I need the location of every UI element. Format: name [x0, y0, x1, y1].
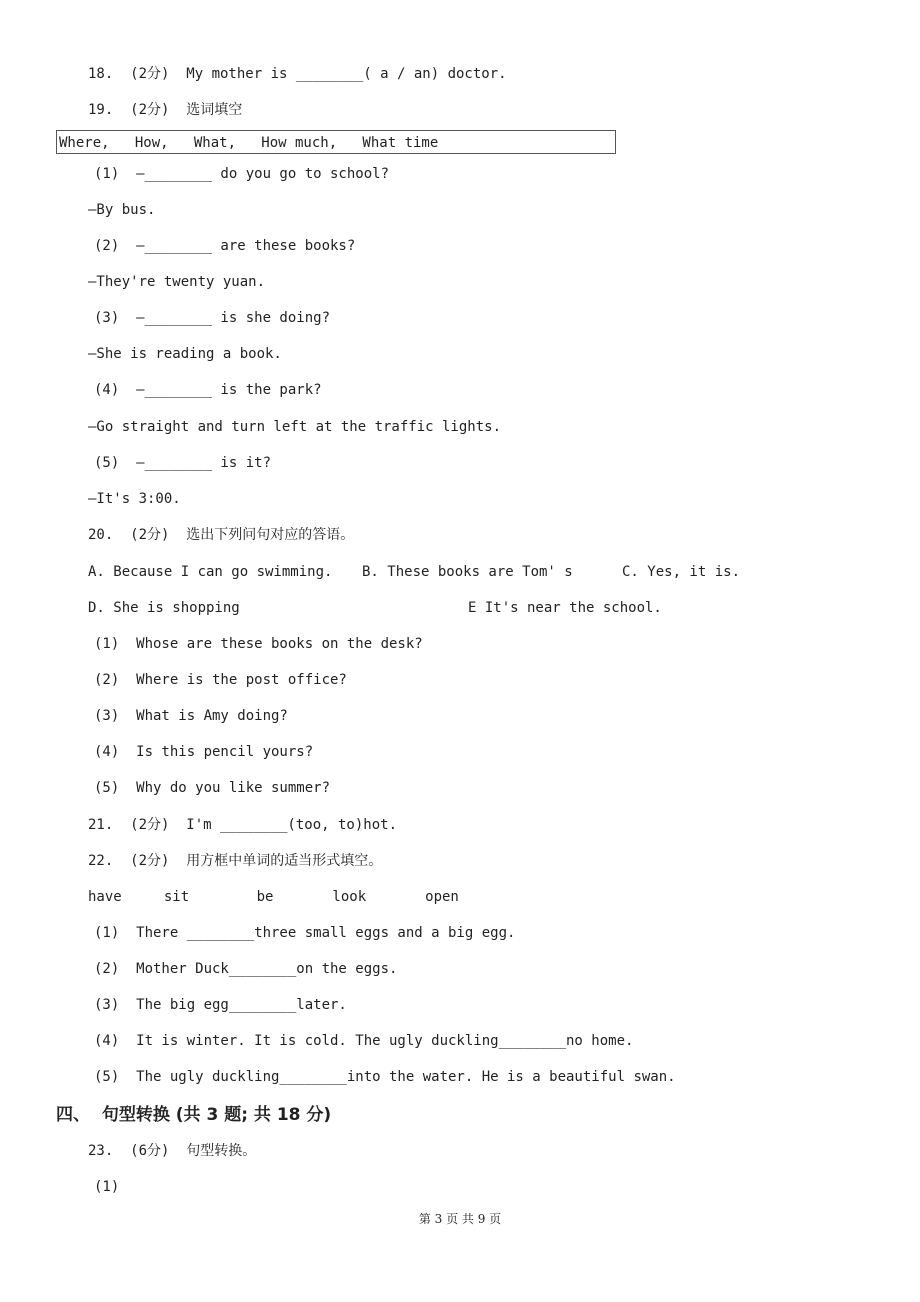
question-20-title: 20. (2分) 选出下列问句对应的答语。 — [88, 527, 355, 543]
q20-item-4: (4) Is this pencil yours? — [94, 744, 314, 760]
q23-item-1: (1) — [94, 1179, 120, 1195]
q20-option-e: E It's near the school. — [468, 600, 662, 616]
q20-item-3: (3) What is Amy doing? — [94, 708, 288, 724]
q19-item-1: (1) —________ do you go to school? — [94, 166, 390, 182]
q22-item-5: (5) The ugly duckling________into the water. He is a beautiful swan. — [94, 1069, 676, 1085]
q22-item-3: (3) The big egg________later. — [94, 997, 347, 1013]
word-box — [56, 130, 616, 154]
q19-answer-2: —They're twenty yuan. — [88, 274, 266, 290]
q20-item-2: (2) Where is the post office? — [94, 672, 347, 688]
q20-option-d: D. She is shopping — [88, 600, 240, 616]
q19-answer-1: —By bus. — [88, 202, 156, 218]
q22-item-4: (4) It is winter. It is cold. The ugly duckling________no home. — [94, 1033, 634, 1049]
question-22-title: 22. (2分) 用方框中单词的适当形式填空。 — [88, 853, 383, 869]
q19-answer-4: —Go straight and turn left at the traffic lights. — [88, 419, 502, 435]
q20-item-1: (1) Whose are these books on the desk? — [94, 636, 423, 652]
q20-option-c: C. Yes, it is. — [622, 564, 741, 580]
question-21: 21. (2分) I'm ________(too, to)hot. — [88, 817, 398, 833]
q22-item-2: (2) Mother Duck________on the eggs. — [94, 961, 398, 977]
section-heading: 四、 句型转换 (共 3 题; 共 18 分) — [56, 1105, 332, 1125]
q19-answer-3: —She is reading a book. — [88, 346, 282, 362]
q19-answer-5: —It's 3:00. — [88, 491, 181, 507]
q19-item-4: (4) —________ is the park? — [94, 382, 322, 398]
word-box-text: Where, How, What, How much, What time — [59, 135, 439, 151]
question-18: 18. (2分) My mother is ________( a / an) doctor. — [88, 66, 507, 82]
question-23-title: 23. (6分) 句型转换。 — [88, 1143, 257, 1159]
q19-item-5: (5) —________ is it? — [94, 455, 272, 471]
q22-word-list: have sit be look open — [88, 889, 459, 905]
q22-item-1: (1) There ________three small eggs and a big egg. — [94, 925, 516, 941]
question-19-title: 19. (2分) 选词填空 — [88, 102, 243, 118]
page-footer: 第 3 页 共 9 页 — [418, 1212, 502, 1226]
q19-item-3: (3) —________ is she doing? — [94, 310, 331, 326]
q20-option-b: B. These books are Tom' s — [362, 564, 573, 580]
q19-item-2: (2) —________ are these books? — [94, 238, 356, 254]
q20-option-a: A. Because I can go swimming. — [88, 564, 333, 580]
q20-item-5: (5) Why do you like summer? — [94, 780, 331, 796]
